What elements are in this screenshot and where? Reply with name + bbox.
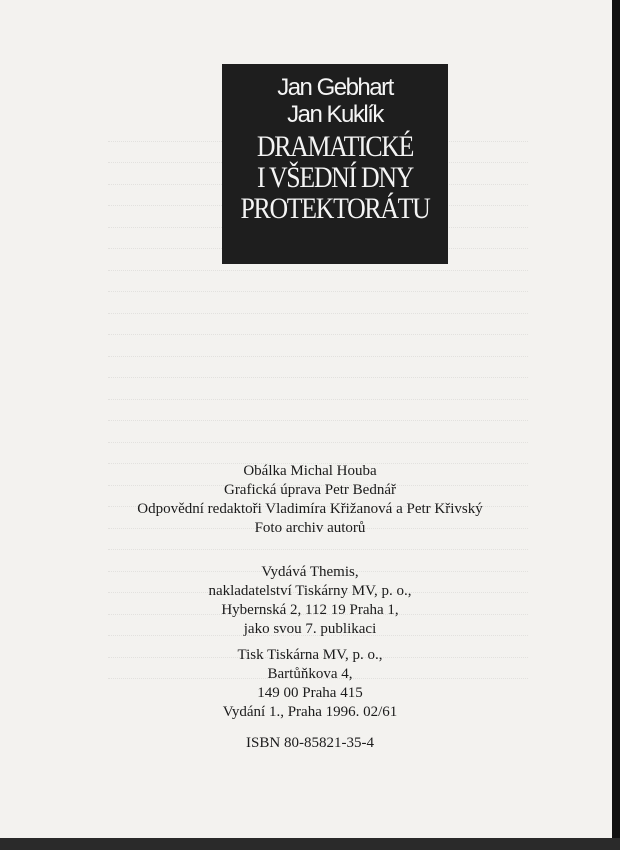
book-title-line: I VŠEDNÍ DNY: [256, 161, 414, 194]
publisher-line: Hybernská 2, 112 19 Praha 1,: [221, 602, 399, 618]
page-edge-shadow: [612, 0, 620, 850]
cover-credit: Obálka Michal Houba: [243, 463, 377, 479]
author-name: Jan Kuklík: [287, 101, 383, 128]
printer-line: Tisk Tiskárna MV, p. o.,: [237, 647, 383, 663]
printer-section: [100, 646, 520, 722]
publisher-line: nakladatelství Tiskárny MV, p. o.,: [208, 583, 412, 599]
publisher-line: jako svou 7. publikaci: [243, 621, 377, 637]
printer-line: Vydání 1., Praha 1996. 02/61: [222, 704, 398, 720]
book-title-line: PROTEKTORÁTU: [240, 192, 430, 225]
title-block: [222, 64, 448, 264]
photo-credit: Foto archiv autorů: [254, 520, 366, 536]
publisher-line: Vydává Themis,: [261, 564, 359, 580]
page-edge-shadow: [0, 838, 620, 850]
credits-section: [100, 462, 520, 538]
printer-line: Bartůňkova 4,: [267, 666, 353, 682]
publisher-section: [100, 563, 520, 639]
editors-credit: Odpovědní redaktoři Vladimíra Křižanová a Petr Křivský: [137, 501, 483, 517]
book-title-line: DRAMATICKÉ: [256, 130, 414, 163]
isbn-number: ISBN 80-85821-35-4: [246, 735, 374, 751]
author-name: Jan Gebhart: [277, 74, 393, 101]
design-credit: Grafická úprava Petr Bednář: [223, 482, 396, 498]
printer-line: 149 00 Praha 415: [257, 685, 363, 701]
